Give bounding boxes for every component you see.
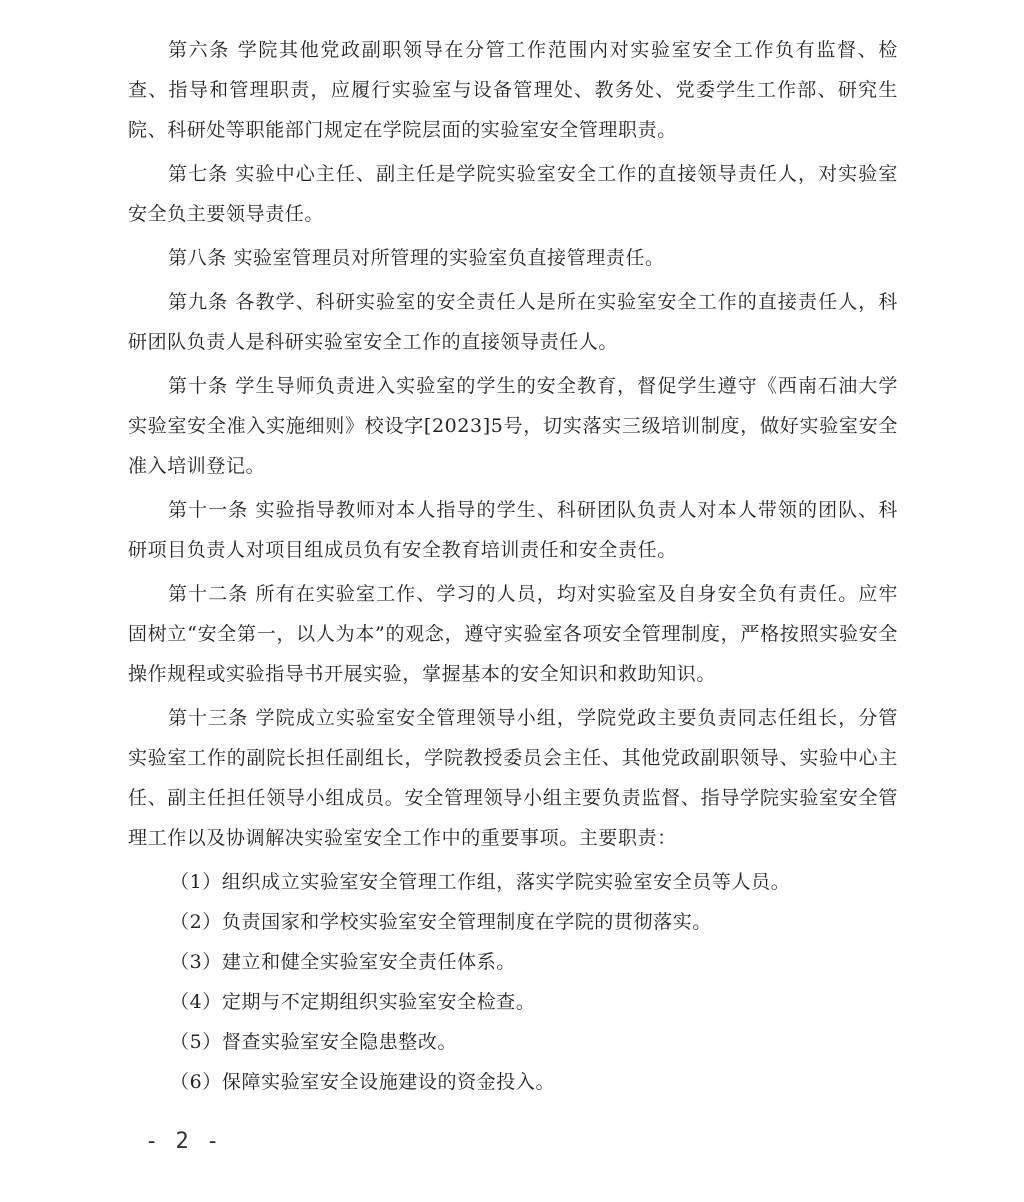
duty-item-2: （2）负责国家和学校实验室安全管理制度在学院的贯彻落实。 — [170, 911, 712, 933]
duty-item-6: （6）保障实验室安全设施建设的资金投入。 — [170, 1071, 556, 1093]
article-6: 第六条 学院其他党政副职领导在分管工作范围内对实验室安全工作负有监督、检查、指导和管理职责，应履行实验室与设备管理处、教务处、党委学生工作部、研究生院、科研处等职能部门规定在学院层面的实验室安全管理职责。 — [128, 39, 898, 141]
article-7: 第七条 实验中心主任、副主任是学院实验室安全工作的直接领导责任人，对实验室安全负主要领导责任。 — [128, 163, 898, 225]
duty-item-3: （3）建立和健全实验室安全责任体系。 — [170, 951, 516, 973]
article-13: 第十三条 学院成立实验室安全管理领导小组，学院党政主要负责同志任组长，分管实验室工作的副院长担任副组长，学院教授委员会主任、其他党政副职领导、实验中心主任、副主任担任领导小组成员。安全管理领导小组主要负责监督、指导学院实验室安全管理工作以及协调解决实验室安全工作中的重要事项。主要职责： — [128, 707, 898, 849]
article-12: 第十二条 所有在实验室工作、学习的人员，均对实验室及自身安全负有责任。应牢固树立“安全第一，以人为本”的观念，遵守实验室各项安全管理制度，严格按照实验安全操作规程或实验指导书开展实验，掌握基本的安全知识和救助知识。 — [128, 583, 898, 685]
document-page — [128, 30, 898, 1102]
duty-list — [128, 862, 898, 1102]
article-8: 第八条 实验室管理员对所管理的实验室负直接管理责任。 — [168, 247, 665, 269]
duty-item-4: （4）定期与不定期组织实验室安全检查。 — [170, 991, 536, 1013]
duty-item-5: （5）督查实验室安全隐患整改。 — [170, 1031, 458, 1053]
article-10: 第十条 学生导师负责进入实验室的学生的安全教育，督促学生遵守《西南石油大学实验室安全准入实施细则》校设字[2023]5号，切实落实三级培训制度，做好实验室安全准入培训登记。 — [128, 375, 898, 477]
page-number: - 2 - — [145, 1129, 222, 1154]
article-9: 第九条 各教学、科研实验室的安全责任人是所在实验室安全工作的直接责任人，科研团队负责人是科研实验室安全工作的直接领导责任人。 — [128, 291, 898, 353]
duty-item-1: （1）组织成立实验室安全管理工作组，落实学院实验室安全员等人员。 — [170, 871, 791, 893]
article-11: 第十一条 实验指导教师对本人指导的学生、科研团队负责人对本人带领的团队、科研项目负责人对项目组成员负有安全教育培训责任和安全责任。 — [128, 499, 898, 561]
